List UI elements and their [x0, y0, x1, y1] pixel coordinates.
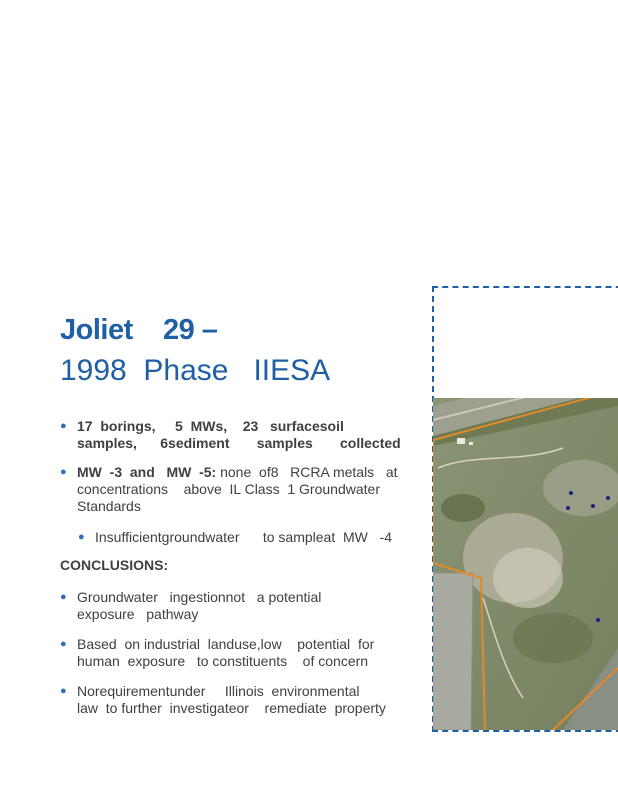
aerial-photo-icon [433, 398, 618, 730]
bullet-dot-icon: ● [60, 466, 67, 478]
bullet-dot-icon: ● [78, 531, 85, 543]
conclusion-text: Groundwater ingestionnot a potential exposure pathway [77, 589, 322, 622]
sub-bullet-item [78, 529, 423, 546]
bullet-dot-icon: ● [60, 591, 67, 603]
conclusion-item [60, 636, 405, 670]
bullet-text: 17 borings, 5 MWs, 23 surfacesoil samples, 6sediment samples collected [77, 418, 401, 451]
slide-title-line1: Joliet 29 – [60, 314, 218, 346]
conclusion-text: Based on industrial landuse,low potential for human exposure to constituents of concern [77, 636, 375, 669]
conclusion-item [60, 589, 405, 623]
bullet-item [60, 464, 405, 515]
bullet-dot-icon: ● [60, 685, 67, 697]
conclusion-text: Norequirementunder Illinois environmental law to further investigateor remediate property [77, 683, 386, 716]
bullet-bold-text: MW -3 and MW -5: [77, 464, 217, 480]
conclusions-heading: CONCLUSIONS: [60, 557, 169, 573]
sub-bullet-text: Insufficientgroundwater to sampleat MW -4 [95, 529, 392, 545]
aerial-site-map [433, 398, 618, 730]
conclusion-item [60, 683, 405, 717]
bullet-dot-icon: ● [60, 638, 67, 650]
bullet-dot-icon: ● [60, 420, 67, 432]
bullet-item [60, 418, 405, 452]
bullet-text: none of8 RCRA metals at concentrations above IL Class 1 Groundwater Standards [77, 464, 398, 514]
slide-title-line2: 1998 Phase IIESA [60, 354, 331, 387]
